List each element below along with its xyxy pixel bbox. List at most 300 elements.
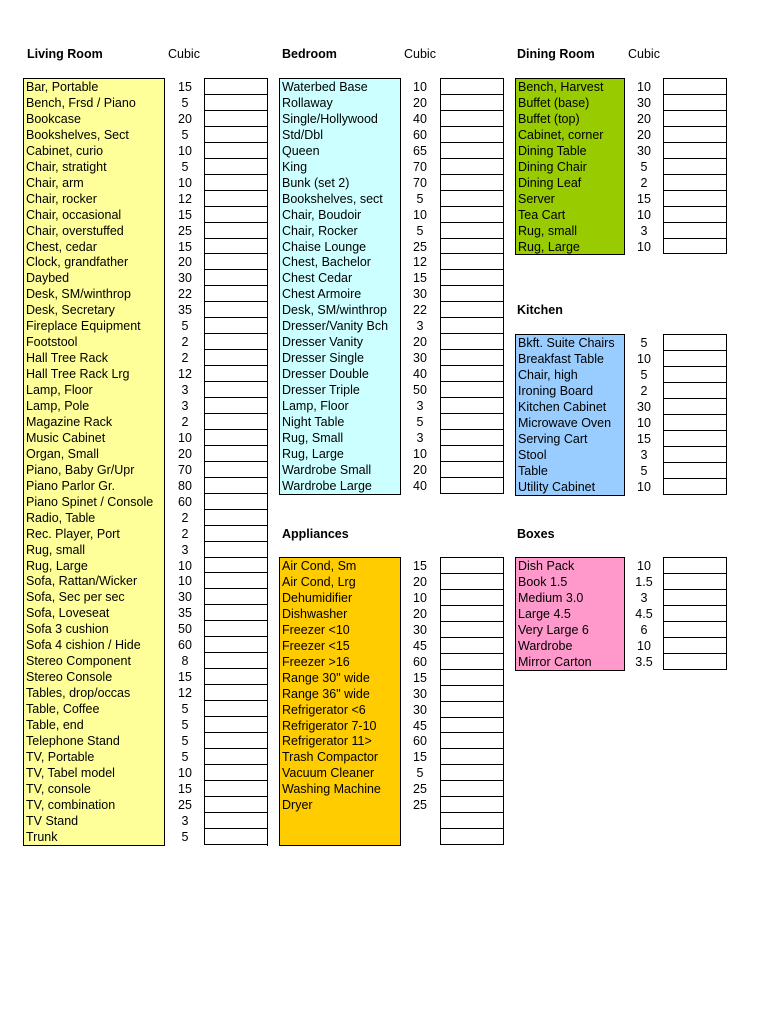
appliances-item-cubic: 25 bbox=[413, 782, 427, 796]
dining-room-item-cubic: 2 bbox=[640, 176, 648, 190]
bedroom-quantity-box[interactable] bbox=[440, 445, 504, 462]
living-room-quantity-box[interactable] bbox=[204, 557, 268, 573]
appliances-quantity-box[interactable] bbox=[440, 701, 504, 718]
living-room-item-name: Hall Tree Rack Lrg bbox=[26, 367, 130, 381]
bedroom-quantity-box[interactable] bbox=[440, 142, 504, 159]
living-room-item-name: Trunk bbox=[26, 830, 58, 844]
bedroom-quantity-box[interactable] bbox=[440, 461, 504, 478]
dining-room-item-name: Dining Chair bbox=[518, 160, 587, 174]
living-room-item-name: Sofa 3 cushion bbox=[26, 622, 109, 636]
living-room-item-cubic: 3 bbox=[181, 383, 189, 397]
living-room-item-name: Rec. Player, Port bbox=[26, 527, 120, 541]
living-room-item-name: Piano Parlor Gr. bbox=[26, 479, 115, 493]
appliances-title: Appliances bbox=[282, 527, 349, 541]
bedroom-item-name: Dresser Triple bbox=[282, 383, 360, 397]
living-room-item-cubic: 2 bbox=[181, 351, 189, 365]
appliances-quantity-box[interactable] bbox=[440, 605, 504, 622]
living-room-item-cubic: 80 bbox=[178, 479, 192, 493]
dining-room-quantity-box[interactable] bbox=[663, 126, 727, 143]
appliances-item-name: Range 36" wide bbox=[282, 687, 370, 701]
bedroom-item-cubic: 22 bbox=[413, 303, 427, 317]
living-room-quantity-box[interactable] bbox=[204, 764, 268, 781]
dining-room-quantity-box[interactable] bbox=[663, 190, 727, 207]
living-room-item-name: Desk, SM/winthrop bbox=[26, 287, 131, 301]
bedroom-item-cubic: 70 bbox=[413, 160, 427, 174]
living-room-item-name: Fireplace Equipment bbox=[26, 319, 141, 333]
living-room-quantity-box[interactable] bbox=[204, 732, 268, 749]
appliances-item-name: Refrigerator <6 bbox=[282, 703, 366, 717]
bedroom-item-cubic: 40 bbox=[413, 367, 427, 381]
living-room-item-cubic: 15 bbox=[178, 782, 192, 796]
living-room-item-cubic: 3 bbox=[181, 543, 189, 557]
living-room-item-cubic: 5 bbox=[181, 702, 189, 716]
kitchen-item-cubic: 5 bbox=[640, 368, 648, 382]
living-room-quantity-box[interactable] bbox=[204, 253, 268, 270]
living-room-quantity-box[interactable] bbox=[204, 94, 268, 111]
living-room-quantity-box[interactable] bbox=[204, 381, 268, 398]
living-room-item-cubic: 5 bbox=[181, 96, 189, 110]
appliances-quantity-box[interactable] bbox=[440, 685, 504, 702]
bedroom-item-cubic: 12 bbox=[413, 255, 427, 269]
living-room-item-name: Tables, drop/occas bbox=[26, 686, 131, 700]
dining-room-item-name: Cabinet, corner bbox=[518, 128, 604, 142]
living-room-item-cubic: 20 bbox=[178, 255, 192, 269]
bedroom-quantity-box[interactable] bbox=[440, 429, 504, 446]
boxes-quantity-box[interactable] bbox=[663, 573, 727, 590]
boxes-quantity-box[interactable] bbox=[663, 605, 727, 622]
appliances-quantity-box[interactable] bbox=[440, 796, 504, 813]
kitchen-quantity-box[interactable] bbox=[663, 334, 727, 351]
living-room-quantity-box[interactable] bbox=[204, 174, 268, 191]
living-room-item-cubic: 3 bbox=[181, 399, 189, 413]
appliances-quantity-box[interactable] bbox=[440, 764, 504, 781]
boxes-item-name: Very Large 6 bbox=[518, 623, 589, 637]
dining-room-item-cubic: 10 bbox=[637, 80, 651, 94]
living-room-item-cubic: 8 bbox=[181, 654, 189, 668]
dining-room-item-cubic: 30 bbox=[637, 144, 651, 158]
living-room-item-name: Bookshelves, Sect bbox=[26, 128, 129, 142]
living-room-quantity-box[interactable] bbox=[204, 365, 268, 382]
appliances-item-cubic: 15 bbox=[413, 559, 427, 573]
dining-room-item-name: Rug, small bbox=[518, 224, 578, 238]
bedroom-item-cubic: 40 bbox=[413, 479, 427, 493]
kitchen-item-cubic: 15 bbox=[637, 432, 651, 446]
living-room-separator-column bbox=[267, 78, 279, 846]
living-room-item-cubic: 15 bbox=[178, 80, 192, 94]
kitchen-quantity-box[interactable] bbox=[663, 398, 727, 415]
kitchen-item-name: Serving Cart bbox=[518, 432, 588, 446]
appliances-quantity-box[interactable] bbox=[440, 557, 504, 574]
appliances-quantity-box[interactable] bbox=[440, 637, 504, 654]
living-room-item-cubic: 50 bbox=[178, 622, 192, 636]
living-room-quantity-box[interactable] bbox=[204, 269, 268, 286]
bedroom-item-cubic: 65 bbox=[413, 144, 427, 158]
appliances-quantity-box[interactable] bbox=[440, 717, 504, 733]
kitchen-quantity-box[interactable] bbox=[663, 414, 727, 431]
living-room-quantity-box[interactable] bbox=[204, 748, 268, 765]
living-room-item-name: Sofa, Sec per sec bbox=[26, 590, 125, 604]
kitchen-item-cubic: 30 bbox=[637, 400, 651, 414]
appliances-item-name: Refrigerator 11> bbox=[282, 734, 372, 748]
living-room-item-cubic: 25 bbox=[178, 798, 192, 812]
bedroom-cubic-header: Cubic bbox=[404, 47, 436, 61]
kitchen-item-cubic: 2 bbox=[640, 384, 648, 398]
living-room-quantity-box[interactable] bbox=[204, 445, 268, 462]
appliances-item-cubic: 60 bbox=[413, 655, 427, 669]
living-room-item-name: Bar, Portable bbox=[26, 80, 99, 94]
appliances-quantity-box[interactable] bbox=[440, 780, 504, 797]
living-room-item-name: Organ, Small bbox=[26, 447, 99, 461]
living-room-item-cubic: 25 bbox=[178, 224, 192, 238]
bedroom-quantity-box[interactable] bbox=[440, 349, 504, 366]
appliances-quantity-box[interactable] bbox=[440, 621, 504, 638]
bedroom-quantity-box[interactable] bbox=[440, 317, 504, 334]
kitchen-quantity-box[interactable] bbox=[663, 478, 727, 495]
appliances-quantity-box[interactable] bbox=[440, 748, 504, 765]
living-room-quantity-box[interactable] bbox=[204, 78, 268, 95]
kitchen-quantity-box[interactable] bbox=[663, 382, 727, 399]
living-room-item-name: Chest, cedar bbox=[26, 240, 97, 254]
bedroom-quantity-box[interactable] bbox=[440, 333, 504, 350]
living-room-item-cubic: 5 bbox=[181, 830, 189, 844]
appliances-item-name: Dehumidifier bbox=[282, 591, 353, 605]
living-room-quantity-box[interactable] bbox=[204, 700, 268, 717]
dining-room-item-name: Dining Table bbox=[518, 144, 587, 158]
bedroom-item-cubic: 20 bbox=[413, 463, 427, 477]
living-room-item-name: Chair, arm bbox=[26, 176, 84, 190]
living-room-quantity-box[interactable] bbox=[204, 493, 268, 510]
living-room-quantity-box[interactable] bbox=[204, 620, 268, 637]
appliances-item-cubic: 45 bbox=[413, 639, 427, 653]
dining-room-item-name: Bench, Harvest bbox=[518, 80, 604, 94]
bedroom-item-name: Queen bbox=[282, 144, 320, 158]
living-room-item-cubic: 15 bbox=[178, 208, 192, 222]
kitchen-item-cubic: 10 bbox=[637, 480, 651, 494]
bedroom-quantity-box[interactable] bbox=[440, 158, 504, 175]
bedroom-quantity-box[interactable] bbox=[440, 94, 504, 111]
bedroom-quantity-box[interactable] bbox=[440, 381, 504, 398]
appliances-item-column bbox=[279, 557, 401, 846]
bedroom-item-name: Chaise Lounge bbox=[282, 240, 367, 254]
dining-room-item-cubic: 20 bbox=[637, 128, 651, 142]
kitchen-quantity-box[interactable] bbox=[663, 350, 727, 367]
appliances-item-name: Dryer bbox=[282, 798, 313, 812]
dining-room-quantity-box[interactable] bbox=[663, 238, 727, 254]
boxes-quantity-box[interactable] bbox=[663, 557, 727, 574]
kitchen-item-name: Bkft. Suite Chairs bbox=[518, 336, 615, 350]
living-room-item-cubic: 2 bbox=[181, 415, 189, 429]
dining-room-item-cubic: 10 bbox=[637, 208, 651, 222]
living-room-quantity-box[interactable] bbox=[204, 301, 268, 318]
bedroom-quantity-box[interactable] bbox=[440, 190, 504, 207]
bedroom-item-name: Waterbed Base bbox=[282, 80, 368, 94]
living-room-item-name: Chair, overstuffed bbox=[26, 224, 124, 238]
bedroom-quantity-box[interactable] bbox=[440, 253, 504, 270]
living-room-quantity-box[interactable] bbox=[204, 285, 268, 302]
living-room-item-cubic: 15 bbox=[178, 240, 192, 254]
appliances-item-name: Air Cond, Lrg bbox=[282, 575, 356, 589]
kitchen-title: Kitchen bbox=[517, 303, 563, 317]
living-room-item-cubic: 10 bbox=[178, 176, 192, 190]
boxes-item-name: Wardrobe bbox=[518, 639, 573, 653]
bedroom-item-cubic: 30 bbox=[413, 351, 427, 365]
dining-room-item-cubic: 3 bbox=[640, 224, 648, 238]
bedroom-item-name: Desk, SM/winthrop bbox=[282, 303, 387, 317]
living-room-quantity-box[interactable] bbox=[204, 461, 268, 478]
dining-room-item-cubic: 5 bbox=[640, 160, 648, 174]
dining-room-item-name: Buffet (base) bbox=[518, 96, 590, 110]
boxes-item-cubic: 3.5 bbox=[635, 655, 653, 669]
living-room-item-name: Clock, grandfather bbox=[26, 255, 129, 269]
kitchen-quantity-box[interactable] bbox=[663, 430, 727, 447]
living-room-item-cubic: 5 bbox=[181, 319, 189, 333]
dining-room-item-cubic: 30 bbox=[637, 96, 651, 110]
dining-room-item-name: Dining Leaf bbox=[518, 176, 582, 190]
living-room-item-cubic: 5 bbox=[181, 750, 189, 764]
living-room-quantity-box[interactable] bbox=[204, 572, 268, 589]
living-room-quantity-box[interactable] bbox=[204, 668, 268, 685]
living-room-item-cubic: 3 bbox=[181, 814, 189, 828]
living-room-item-name: Table, end bbox=[26, 718, 84, 732]
kitchen-item-cubic: 5 bbox=[640, 464, 648, 478]
living-room-quantity-box[interactable] bbox=[204, 541, 268, 558]
bedroom-item-cubic: 15 bbox=[413, 271, 427, 285]
appliances-quantity-box[interactable] bbox=[440, 732, 504, 749]
bedroom-quantity-box[interactable] bbox=[440, 301, 504, 318]
appliances-item-name: Washing Machine bbox=[282, 782, 381, 796]
boxes-item-cubic: 4.5 bbox=[635, 607, 653, 621]
boxes-quantity-box[interactable] bbox=[663, 637, 727, 654]
bedroom-item-cubic: 10 bbox=[413, 80, 427, 94]
bedroom-item-name: Bunk (set 2) bbox=[282, 176, 350, 190]
bedroom-item-name: Rollaway bbox=[282, 96, 333, 110]
living-room-item-name: TV, Portable bbox=[26, 750, 95, 764]
appliances-item-name: Freezer <10 bbox=[282, 623, 350, 637]
appliances-quantity-box[interactable] bbox=[440, 573, 504, 590]
living-room-item-name: TV Stand bbox=[26, 814, 79, 828]
bedroom-item-cubic: 3 bbox=[416, 399, 424, 413]
living-room-item-cubic: 2 bbox=[181, 527, 189, 541]
appliances-item-cubic: 5 bbox=[416, 766, 424, 780]
boxes-item-name: Book 1.5 bbox=[518, 575, 568, 589]
living-room-item-cubic: 60 bbox=[178, 495, 192, 509]
living-room-item-column bbox=[23, 78, 165, 846]
kitchen-item-name: Kitchen Cabinet bbox=[518, 400, 607, 414]
boxes-quantity-box[interactable] bbox=[663, 653, 727, 670]
bedroom-quantity-box[interactable] bbox=[440, 269, 504, 286]
bedroom-item-cubic: 10 bbox=[413, 208, 427, 222]
dining-room-item-cubic: 10 bbox=[637, 240, 651, 254]
living-room-cubic-header: Cubic bbox=[168, 47, 200, 61]
kitchen-quantity-box[interactable] bbox=[663, 366, 727, 383]
bedroom-item-name: Dresser Double bbox=[282, 367, 369, 381]
living-room-quantity-box[interactable] bbox=[204, 828, 268, 845]
bedroom-item-cubic: 3 bbox=[416, 431, 424, 445]
bedroom-item-name: Dresser/Vanity Bch bbox=[282, 319, 389, 333]
appliances-item-cubic: 10 bbox=[413, 591, 427, 605]
boxes-item-name: Mirror Carton bbox=[518, 655, 592, 669]
living-room-item-name: Rug, Large bbox=[26, 559, 88, 573]
living-room-quantity-box[interactable] bbox=[204, 604, 268, 621]
appliances-quantity-box[interactable] bbox=[440, 589, 504, 606]
living-room-item-name: Stereo Component bbox=[26, 654, 131, 668]
living-room-quantity-box[interactable] bbox=[204, 812, 268, 829]
kitchen-item-name: Chair, high bbox=[518, 368, 578, 382]
boxes-item-cubic: 10 bbox=[637, 559, 651, 573]
living-room-item-cubic: 12 bbox=[178, 192, 192, 206]
kitchen-item-cubic: 10 bbox=[637, 352, 651, 366]
appliances-item-cubic: 45 bbox=[413, 719, 427, 733]
living-room-quantity-box[interactable] bbox=[204, 780, 268, 797]
bedroom-item-cubic: 10 bbox=[413, 447, 427, 461]
dining-room-quantity-box[interactable] bbox=[663, 142, 727, 159]
dining-room-quantity-box[interactable] bbox=[663, 222, 727, 239]
living-room-item-name: Hall Tree Rack bbox=[26, 351, 108, 365]
bedroom-item-name: Night Table bbox=[282, 415, 345, 429]
living-room-quantity-box[interactable] bbox=[204, 588, 268, 605]
living-room-quantity-box[interactable] bbox=[204, 126, 268, 143]
living-room-item-name: Lamp, Floor bbox=[26, 383, 93, 397]
living-room-quantity-box[interactable] bbox=[204, 349, 268, 366]
bedroom-quantity-box[interactable] bbox=[440, 222, 504, 239]
bedroom-quantity-box[interactable] bbox=[440, 78, 504, 95]
living-room-item-name: Desk, Secretary bbox=[26, 303, 115, 317]
kitchen-item-cubic: 3 bbox=[640, 448, 648, 462]
dining-room-item-name: Tea Cart bbox=[518, 208, 566, 222]
bedroom-quantity-box[interactable] bbox=[440, 413, 504, 430]
living-room-quantity-box[interactable] bbox=[204, 652, 268, 669]
kitchen-item-cubic: 5 bbox=[640, 336, 648, 350]
bedroom-quantity-box[interactable] bbox=[440, 206, 504, 223]
living-room-item-name: Telephone Stand bbox=[26, 734, 120, 748]
living-room-item-cubic: 30 bbox=[178, 590, 192, 604]
dining-room-quantity-box[interactable] bbox=[663, 174, 727, 191]
living-room-quantity-box[interactable] bbox=[204, 190, 268, 207]
bedroom-item-name: Chest Cedar bbox=[282, 271, 353, 285]
living-room-quantity-box[interactable] bbox=[204, 477, 268, 494]
living-room-item-name: Table, Coffee bbox=[26, 702, 100, 716]
dining-room-quantity-box[interactable] bbox=[663, 94, 727, 111]
appliances-quantity-box[interactable] bbox=[440, 828, 504, 845]
living-room-quantity-box[interactable] bbox=[204, 333, 268, 350]
bedroom-quantity-box[interactable] bbox=[440, 110, 504, 127]
appliances-item-cubic: 15 bbox=[413, 750, 427, 764]
dining-room-title: Dining Room bbox=[517, 47, 595, 61]
boxes-item-name: Large 4.5 bbox=[518, 607, 571, 621]
living-room-item-name: TV, Tabel model bbox=[26, 766, 115, 780]
boxes-item-cubic: 6 bbox=[640, 623, 648, 637]
appliances-quantity-box[interactable] bbox=[440, 812, 504, 829]
bedroom-item-cubic: 5 bbox=[416, 415, 424, 429]
living-room-title: Living Room bbox=[27, 47, 103, 61]
dining-room-quantity-box[interactable] bbox=[663, 206, 727, 223]
appliances-item-cubic: 20 bbox=[413, 607, 427, 621]
kitchen-item-name: Ironing Board bbox=[518, 384, 594, 398]
boxes-quantity-box[interactable] bbox=[663, 589, 727, 606]
living-room-quantity-box[interactable] bbox=[204, 317, 268, 334]
living-room-quantity-box[interactable] bbox=[204, 429, 268, 446]
living-room-item-cubic: 22 bbox=[178, 287, 192, 301]
appliances-item-cubic: 30 bbox=[413, 687, 427, 701]
appliances-item-cubic: 15 bbox=[413, 671, 427, 685]
appliances-quantity-box[interactable] bbox=[440, 669, 504, 686]
bedroom-item-name: Single/Hollywood bbox=[282, 112, 378, 126]
living-room-quantity-box[interactable] bbox=[204, 206, 268, 223]
boxes-quantity-box[interactable] bbox=[663, 621, 727, 638]
living-room-quantity-box[interactable] bbox=[204, 716, 268, 733]
bedroom-item-name: Bookshelves, sect bbox=[282, 192, 383, 206]
living-room-quantity-box[interactable] bbox=[204, 222, 268, 239]
bedroom-quantity-box[interactable] bbox=[440, 126, 504, 143]
living-room-item-cubic: 30 bbox=[178, 271, 192, 285]
living-room-quantity-box[interactable] bbox=[204, 238, 268, 254]
kitchen-item-name: Utility Cabinet bbox=[518, 480, 596, 494]
dining-room-quantity-box[interactable] bbox=[663, 110, 727, 127]
living-room-quantity-box[interactable] bbox=[204, 796, 268, 813]
kitchen-item-cubic: 10 bbox=[637, 416, 651, 430]
dining-room-item-cubic: 15 bbox=[637, 192, 651, 206]
bedroom-item-name: Lamp, Floor bbox=[282, 399, 349, 413]
dining-room-quantity-box[interactable] bbox=[663, 158, 727, 175]
bedroom-quantity-box[interactable] bbox=[440, 174, 504, 191]
living-room-item-name: TV, console bbox=[26, 782, 91, 796]
living-room-quantity-box[interactable] bbox=[204, 158, 268, 175]
bedroom-item-name: Chest, Bachelor bbox=[282, 255, 371, 269]
kitchen-item-column bbox=[515, 334, 625, 496]
living-room-item-cubic: 60 bbox=[178, 638, 192, 652]
living-room-item-name: Daybed bbox=[26, 271, 70, 285]
boxes-item-cubic: 3 bbox=[640, 591, 648, 605]
dining-room-item-cubic: 20 bbox=[637, 112, 651, 126]
living-room-quantity-box[interactable] bbox=[204, 636, 268, 653]
boxes-item-column bbox=[515, 557, 625, 671]
living-room-quantity-box[interactable] bbox=[204, 684, 268, 701]
living-room-quantity-box[interactable] bbox=[204, 413, 268, 430]
bedroom-quantity-box[interactable] bbox=[440, 238, 504, 254]
living-room-item-name: Rug, small bbox=[26, 543, 86, 557]
living-room-quantity-box[interactable] bbox=[204, 525, 268, 542]
living-room-quantity-box[interactable] bbox=[204, 142, 268, 159]
living-room-item-name: Cabinet, curio bbox=[26, 144, 104, 158]
boxes-item-cubic: 1.5 bbox=[635, 575, 653, 589]
bedroom-item-cubic: 60 bbox=[413, 128, 427, 142]
living-room-item-cubic: 70 bbox=[178, 463, 192, 477]
living-room-quantity-box[interactable] bbox=[204, 509, 268, 526]
living-room-item-name: Bookcase bbox=[26, 112, 81, 126]
living-room-quantity-box[interactable] bbox=[204, 397, 268, 414]
bedroom-item-name: Chest Armoire bbox=[282, 287, 362, 301]
appliances-quantity-box[interactable] bbox=[440, 653, 504, 670]
kitchen-quantity-box[interactable] bbox=[663, 446, 727, 463]
living-room-item-name: TV, combination bbox=[26, 798, 116, 812]
living-room-quantity-box[interactable] bbox=[204, 110, 268, 127]
living-room-item-name: Stereo Console bbox=[26, 670, 113, 684]
appliances-item-name: Air Cond, Sm bbox=[282, 559, 357, 573]
boxes-item-name: Medium 3.0 bbox=[518, 591, 584, 605]
bedroom-quantity-box[interactable] bbox=[440, 397, 504, 414]
kitchen-quantity-box[interactable] bbox=[663, 462, 727, 479]
kitchen-item-name: Stool bbox=[518, 448, 547, 462]
bedroom-quantity-box[interactable] bbox=[440, 477, 504, 494]
bedroom-quantity-box[interactable] bbox=[440, 285, 504, 302]
living-room-item-cubic: 15 bbox=[178, 670, 192, 684]
bedroom-quantity-box[interactable] bbox=[440, 365, 504, 382]
living-room-item-name: Sofa, Loveseat bbox=[26, 606, 110, 620]
dining-room-quantity-box[interactable] bbox=[663, 78, 727, 95]
bedroom-item-name: Wardrobe Large bbox=[282, 479, 372, 493]
living-room-item-name: Chair, occasional bbox=[26, 208, 122, 222]
boxes-item-cubic: 10 bbox=[637, 639, 651, 653]
